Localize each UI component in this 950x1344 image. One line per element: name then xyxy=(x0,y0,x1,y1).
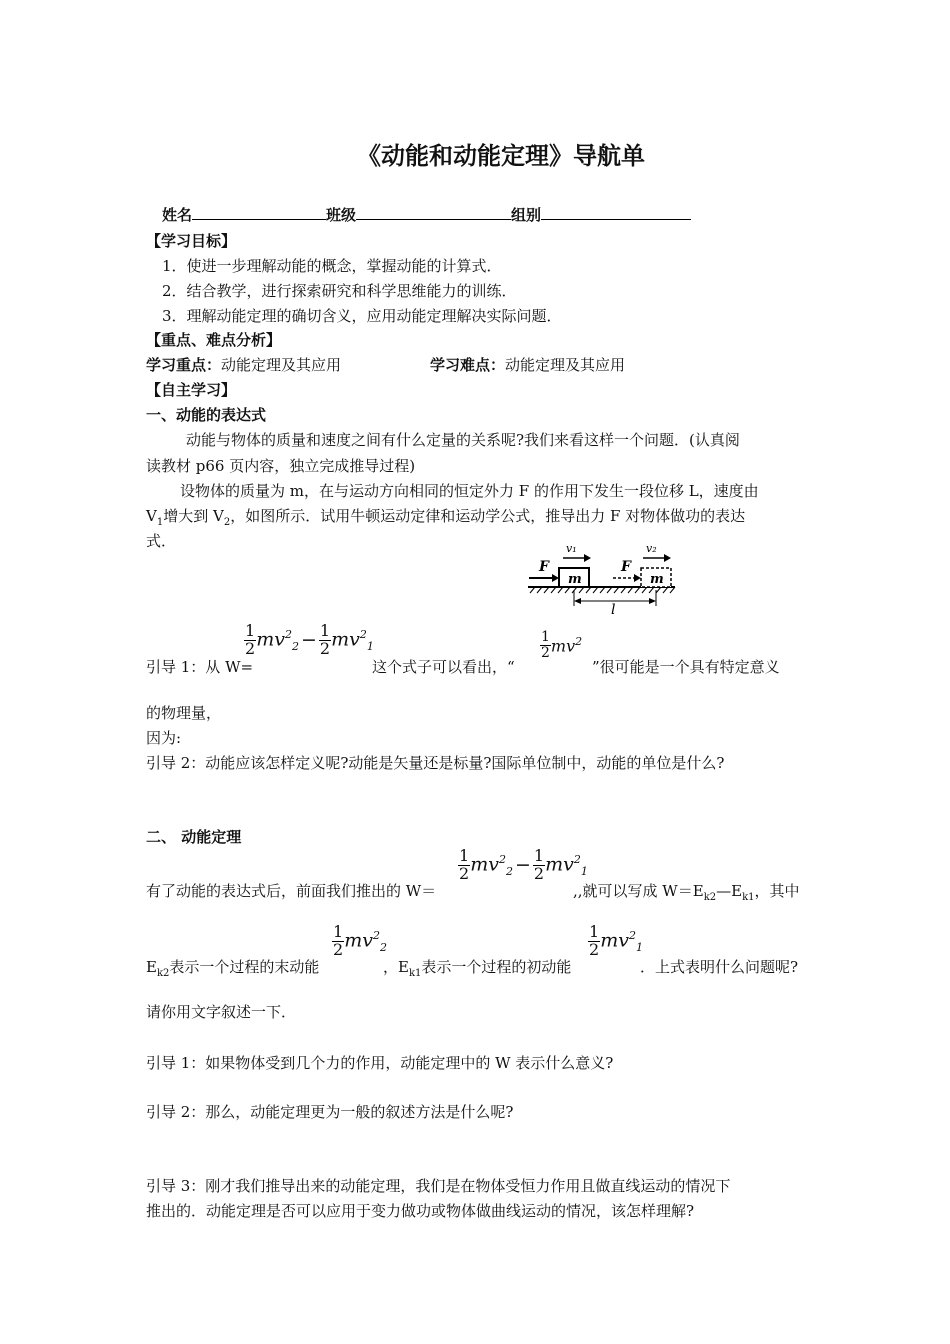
because-label: 因为: xyxy=(146,729,182,747)
s1-guide1-suffix: ”很可能是一个具有特定意义 xyxy=(592,658,780,676)
s2-paragraph2-a: $E_{k2}$表示一个过程的末动能 xyxy=(146,958,320,979)
difficult-point xyxy=(430,354,625,375)
s1-paragraph2-line2: $V_1$增大到 $V_2$，如图所示．试用牛顿运动定律和运动学公式，推导出力 F 对物体做功的表达 xyxy=(146,507,746,528)
v2-arrow xyxy=(664,554,671,562)
group-label: 组别 xyxy=(511,206,542,224)
force-displacement-diagram xyxy=(525,538,680,618)
s1-guide1-mid: 这个式子可以看出，“ xyxy=(372,658,515,676)
kinetic-energy-expr: $\frac{1}{2}$ $mv^2$ xyxy=(541,629,583,661)
s2-paragraph1-prefix: 有了动能的表达式后，前面我们推出的 W＝ xyxy=(146,882,437,900)
s2-guide3-line1: 引导 3：刚才我们推导出来的动能定理，我们是在物体受恒力作用且做直线运动的情况下 xyxy=(146,1177,731,1195)
force-label-end: F xyxy=(621,559,631,575)
s1-paragraph1-line2: 读教材 p66 页内容，独立完成推导过程) xyxy=(146,457,416,475)
s1-guide1-prefix: 引导 1：从 W= xyxy=(146,658,254,676)
s1-paragraph1-line1: 动能与物体的质量和速度之间有什么定量的关系呢?我们来看这样一个问题．(认真阅 xyxy=(186,431,740,449)
section2-heading: 二、 动能定理 xyxy=(146,828,242,846)
s1-guide2: 引导 2：动能应该怎样定义呢?动能是矢量还是标量?国际单位制中，动能的单位是什么? xyxy=(146,754,725,772)
s2-paragraph2-b: ，$E_{k1}$表示一个过程的初动能 xyxy=(383,958,572,979)
mass-label-end: m xyxy=(650,572,664,587)
v1-arrow xyxy=(584,554,591,562)
s2-paragraph2-c: ．上式表明什么问题呢? xyxy=(640,958,799,976)
class-label: 班级 xyxy=(326,206,357,224)
goal-item-2: 2．结合教学，进行探索研究和科学思维能力的训练． xyxy=(162,282,517,300)
s2-guide3-line2: 推出的．动能定理是否可以应用于变力做功或物体做曲线运动的情况，该怎样理解? xyxy=(146,1202,695,1220)
mass-label-start: m xyxy=(568,572,582,587)
diff-label: 学习难点： xyxy=(430,356,506,374)
class-field[interactable] xyxy=(356,204,511,220)
s2-paragraph3: 请你用文字叙述一下． xyxy=(146,1003,297,1021)
force-label-start: F xyxy=(539,559,549,575)
force-arrow-end xyxy=(634,574,641,582)
force-arrow-start xyxy=(552,574,559,582)
s2-guide2: 引导 2：那么，动能定理更为一般的叙述方法是什么呢? xyxy=(146,1103,514,1121)
s1-paragraph2-line3: 式． xyxy=(146,532,177,550)
self-study-heading: 【自主学习】 xyxy=(146,381,237,399)
page-title: 《动能和动能定理》导航单 xyxy=(357,142,645,170)
s1-guide1-line2: 的物理量， xyxy=(146,704,222,722)
name-field[interactable] xyxy=(192,204,326,220)
work-formula-2: $\frac{1}{2}$ $mv^2_2$ − $\frac{1}{2}$ $mv^2_1$ xyxy=(459,846,588,883)
group-field[interactable] xyxy=(541,204,691,220)
s2-paragraph1-suffix: ,,就可以写成 $W=E_{k2}—E_{k1}$，其中 xyxy=(573,882,800,903)
diff-text: 动能定理及其应用 xyxy=(505,356,626,374)
goals-heading: 【学习目标】 xyxy=(146,232,237,250)
goal-item-3: 3．理解动能定理的确切含义，应用动能定理解决实际问题． xyxy=(162,307,562,325)
s1-paragraph2-line1: 设物体的质量为 m，在与运动方向相同的恒定外力 F 的作用下发生一段位移 L，速度由 xyxy=(180,482,759,500)
s2-guide1: 引导 1：如果物体受到几个力的作用，动能定理中的 W 表示什么意义? xyxy=(146,1054,614,1072)
student-info xyxy=(162,204,691,225)
initial-kinetic-energy: $\frac{1}{2}$ $mv^2_1$ xyxy=(589,922,643,959)
key-text: 动能定理及其应用 xyxy=(221,356,342,374)
v1-label: v₁ xyxy=(566,542,577,555)
work-formula-1: $\frac{1}{2}$ $mv^2_2$ − $\frac{1}{2}$ $mv^2_1$ xyxy=(245,621,374,658)
goal-item-1: 1．使进一步理解动能的概念，掌握动能的计算式． xyxy=(162,257,502,275)
displacement-label: l xyxy=(611,602,616,618)
v2-label: v₂ xyxy=(646,542,657,555)
key-point xyxy=(146,354,341,375)
keypoints-heading: 【重点、难点分析】 xyxy=(146,331,282,349)
name-label: 姓名 xyxy=(162,206,193,224)
final-kinetic-energy: $\frac{1}{2}$ $mv^2_2$ xyxy=(333,922,387,959)
key-label: 学习重点： xyxy=(146,356,222,374)
section1-heading: 一、动能的表达式 xyxy=(146,406,267,424)
